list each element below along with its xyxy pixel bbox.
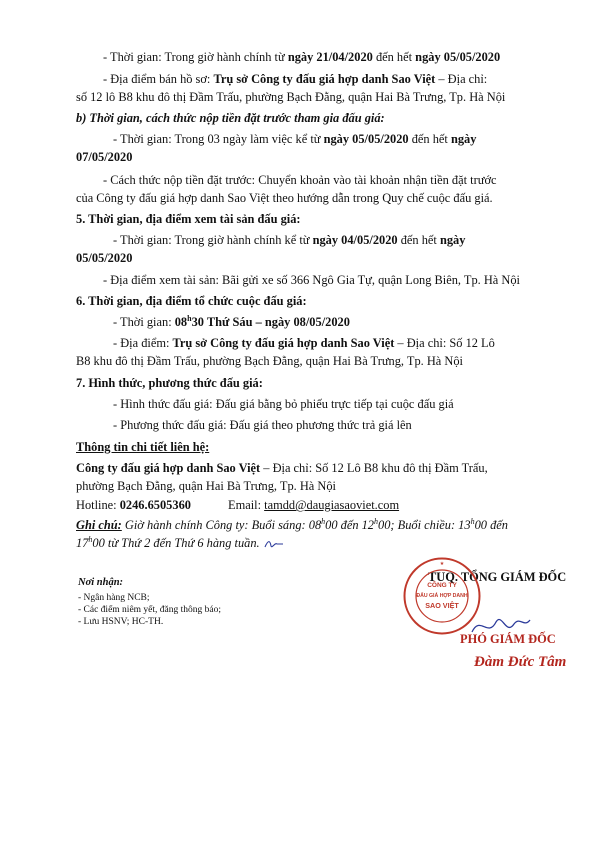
stamp-text-top: CÔNG TY xyxy=(427,582,457,589)
auction-method-line: - Phương thức đấu giá: Đấu giá theo phương thức trả giá lên xyxy=(113,418,412,432)
contact-email-line: Email: tamdd@daugiasaoviet.com xyxy=(228,498,400,512)
view-time-line: - Thời gian: Trong giờ hành chính kể từ ngày 04/05/2020 đến hết ngày xyxy=(113,233,466,247)
sale-time-line: - Thời gian: Trong giờ hành chính từ ngày 21/04/2020 đến hết ngày 05/05/2020 xyxy=(103,50,501,64)
auction-place-line: - Địa điểm: Trụ sở Công ty đấu giá hợp danh Sao Việt – Địa chỉ: Số 12 Lô xyxy=(113,336,495,350)
svg-text:★: ★ xyxy=(439,561,445,567)
handwritten-mark-icon xyxy=(263,538,285,550)
contact-hotline-line: Hotline: 0246.6505360 xyxy=(76,498,191,512)
deposit-method-line-2: của Công ty đấu giá hợp danh Sao Việt theo hướng dẫn trong Quy chế cuộc đấu giá. xyxy=(76,191,493,205)
signature-position: PHÓ GIÁM ĐỐC xyxy=(460,632,556,646)
deposit-time-line-2: 07/05/2020 xyxy=(76,150,133,164)
auction-place-line-2: B8 khu đô thị Đầm Trấu, phường Bạch Đằng, quận Hai Bà Trưng, Tp. Hà Nội xyxy=(76,354,463,368)
view-place-line: - Địa điểm xem tài sản: Bãi gửi xe số 366 Ngô Gia Tự, quận Long Biên, Tp. Hà Nội xyxy=(103,273,520,287)
auction-time-line: - Thời gian: 08$^h$30 Thứ Sáu – ngày 08/05/2020 xyxy=(113,313,350,329)
view-time-line-2: 05/05/2020 xyxy=(76,251,133,265)
auction-form-line: - Hình thức đấu giá: Đấu giá bằng bỏ phiếu trực tiếp tại cuộc đấu giá xyxy=(113,397,454,411)
deposit-method-line: - Cách thức nộp tiền đặt trước: Chuyển khoản vào tài khoản nhận tiền đặt trước xyxy=(103,173,497,187)
stamp-text-bot: SAO VIỆT xyxy=(425,601,459,610)
sale-place-line: - Địa điểm bán hồ sơ: Trụ sở Công ty đấu giá hợp danh Sao Việt – Địa chỉ: xyxy=(103,72,488,86)
recipient-item: - Các điểm niêm yết, đăng thông báo; xyxy=(78,605,221,615)
section6-heading: 6. Thời gian, địa điểm tổ chức cuộc đấu giá: xyxy=(76,294,307,308)
recipients-heading: Nơi nhận: xyxy=(78,577,124,588)
deposit-time-line: - Thời gian: Trong 03 ngày làm việc kể từ ngày 05/05/2020 đến hết ngày xyxy=(113,132,477,146)
email-link[interactable]: tamdd@daugiasaoviet.com xyxy=(264,498,400,512)
section7-heading: 7. Hình thức, phương thức đấu giá: xyxy=(76,376,263,390)
stamp-text-mid: ĐẤU GIÁ HỢP DANH xyxy=(416,593,468,599)
sale-place-line-2: số 12 lô B8 khu đô thị Đầm Trấu, phường Bạch Đằng, quận Hai Bà Trưng, Tp. Hà Nội xyxy=(76,90,506,104)
note-line: Ghi chú: Giờ hành chính Công ty: Buổi sáng: 08$^h$00 đến 12$^h$00; Buổi chiều: 13$^h$00 đến xyxy=(76,516,508,532)
signature-title: TUQ. TỔNG GIÁM ĐỐC xyxy=(428,570,567,584)
contact-company-line: Công ty đấu giá hợp danh Sao Việt – Địa chỉ: Số 12 Lô B8 khu đô thị Đầm Trấu, xyxy=(76,461,488,475)
signature-name: Đàm Đức Tâm xyxy=(474,654,567,670)
recipient-item: - Ngân hàng NCB; xyxy=(78,593,150,603)
section5-heading: 5. Thời gian, địa điểm xem tài sản đấu giá: xyxy=(76,212,301,226)
section-b-heading: b) Thời gian, cách thức nộp tiền đặt trước tham gia đấu giá: xyxy=(76,111,385,125)
note-line-2: 17$^h$00 từ Thứ 2 đến Thứ 6 hàng tuần. xyxy=(76,536,285,551)
contact-address-line-2: phường Bạch Đằng, quận Hai Bà Trưng, Tp. Hà Nội xyxy=(76,479,336,493)
contact-heading: Thông tin chi tiết liên hệ: xyxy=(76,440,210,454)
recipient-item: - Lưu HSNV; HC-TH. xyxy=(78,617,164,627)
